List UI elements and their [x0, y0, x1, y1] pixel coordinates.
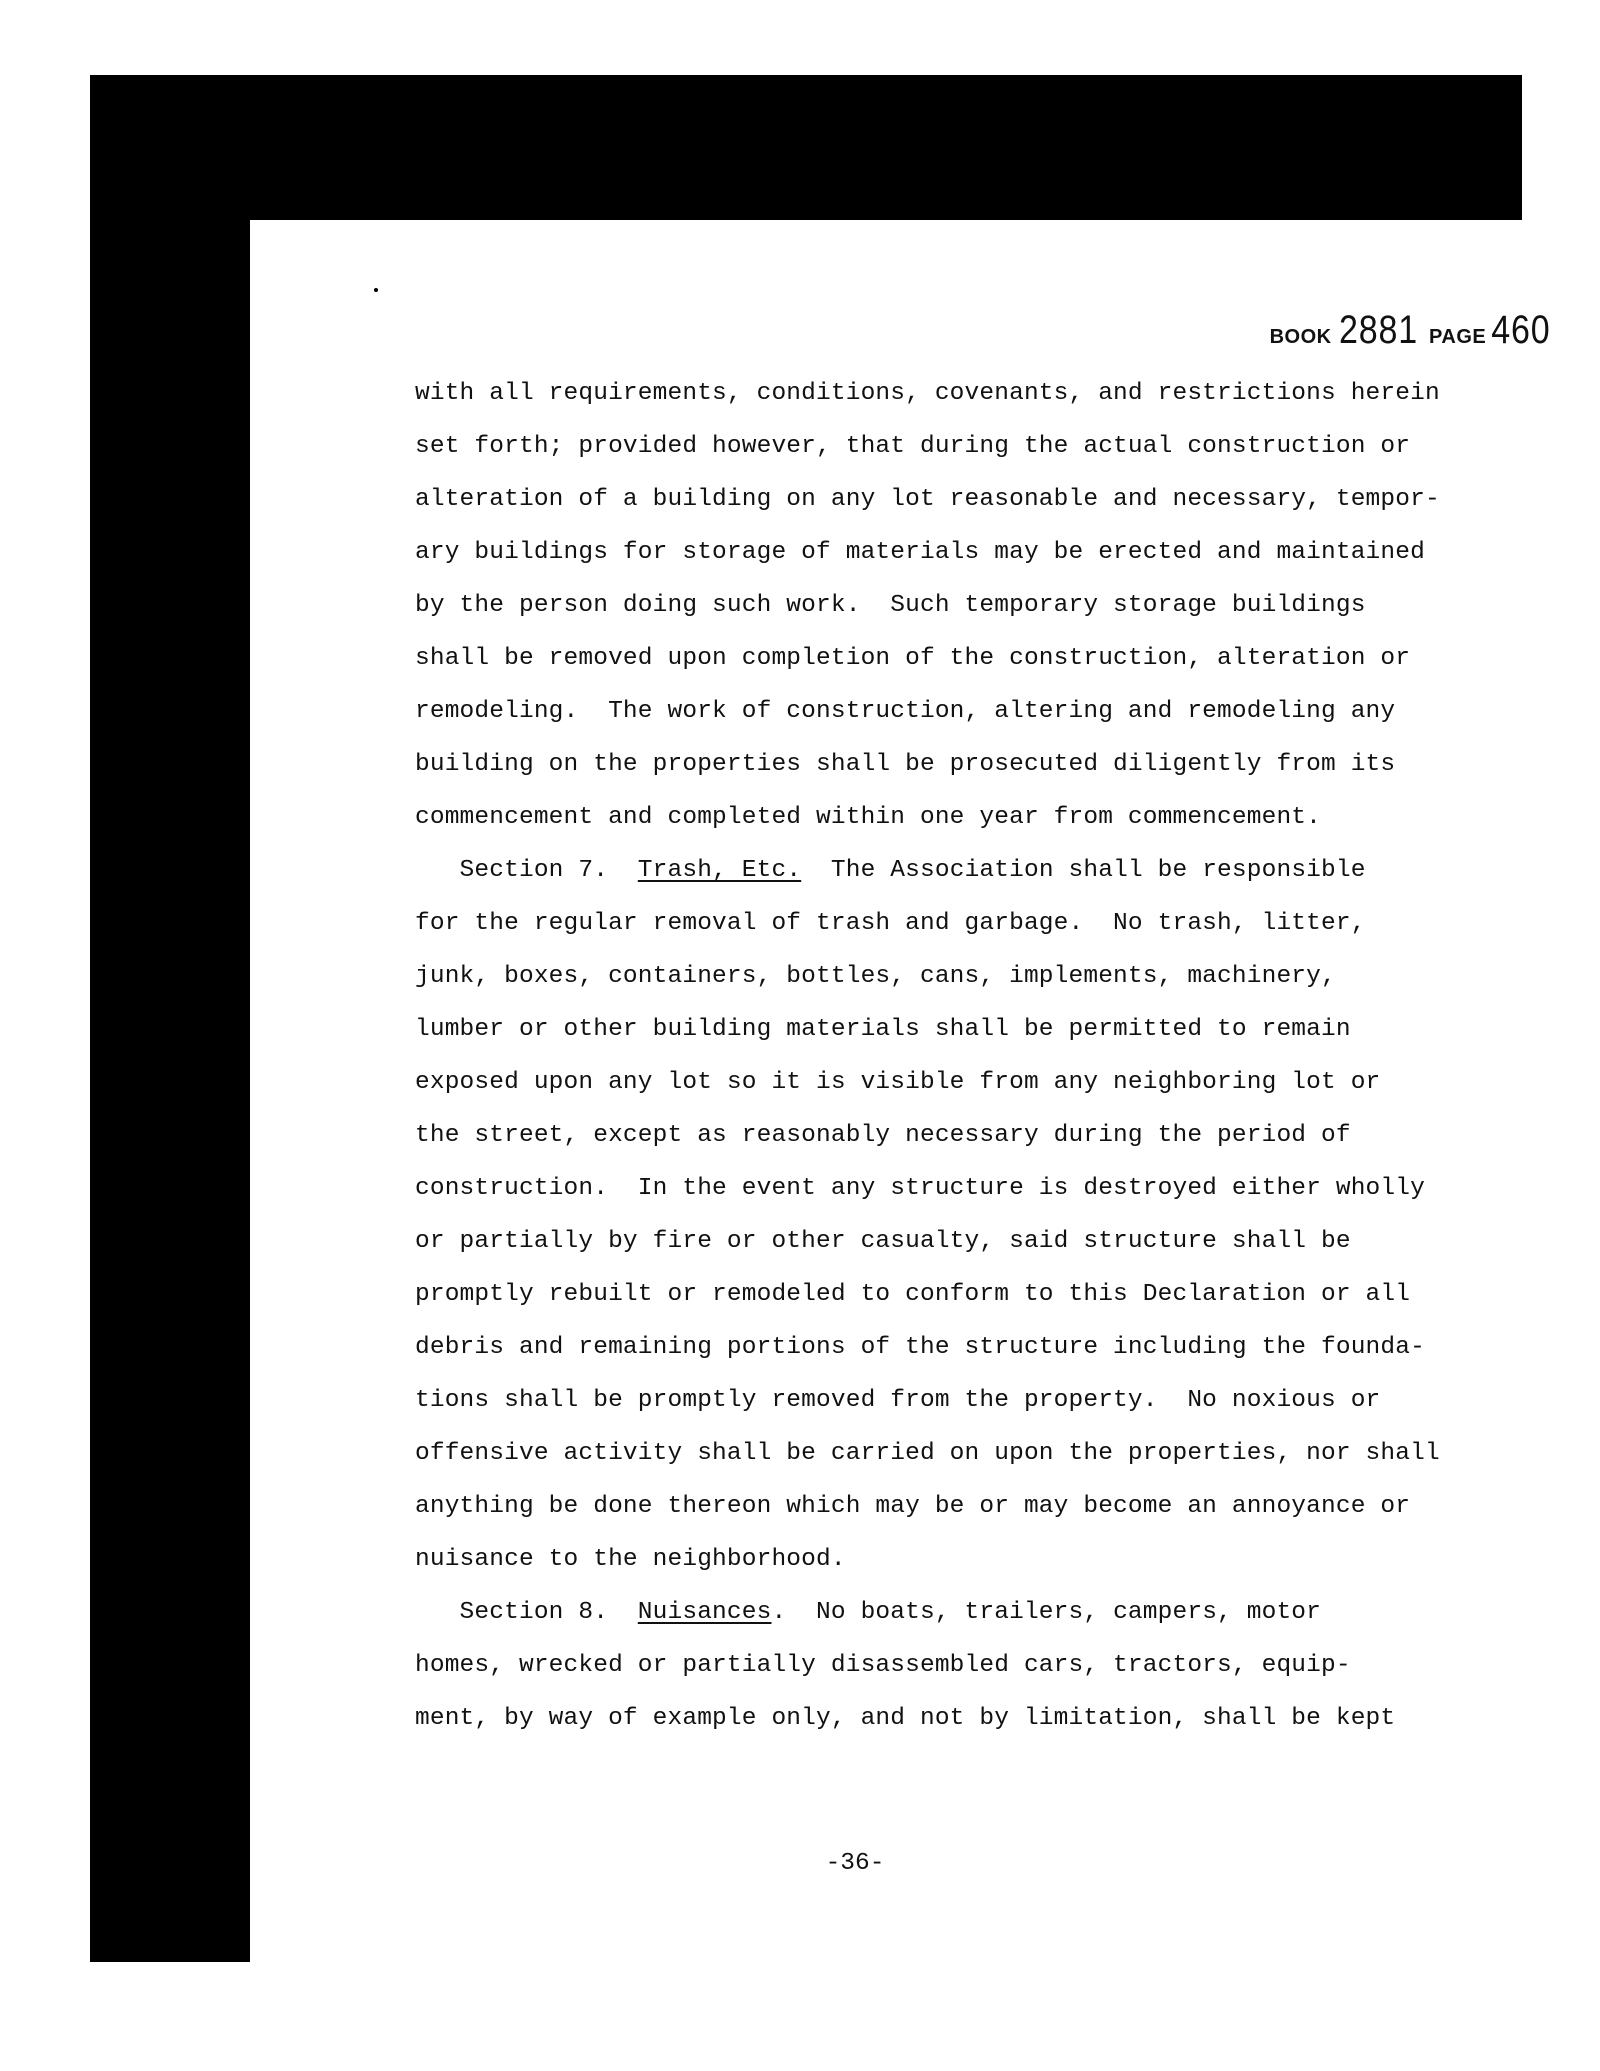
section-8-heading-line	[415, 1586, 1545, 1639]
book-number: 2881	[1338, 308, 1418, 352]
text-line: nuisance to the neighborhood.	[415, 1546, 846, 1573]
scan-speck	[374, 288, 378, 292]
section-7-heading-line	[415, 844, 1545, 897]
section-8-prefix: Section 8.	[415, 1599, 638, 1626]
text-line: with all requirements, conditions, covenants, and restrictions herein	[415, 380, 1440, 407]
page-label: PAGE	[1429, 326, 1487, 348]
page-number-stamp: 460	[1491, 308, 1551, 352]
text-line: tions shall be promptly removed from the property. No noxious or	[415, 1387, 1381, 1414]
text-line: remodeling. The work of construction, altering and remodeling any	[415, 698, 1396, 725]
text-line: commencement and completed within one year from commencement.	[415, 804, 1321, 831]
text-line: ary buildings for storage of materials may be erected and maintained	[415, 539, 1425, 566]
text-line: lumber or other building materials shall be permitted to remain	[415, 1016, 1351, 1043]
scan-border	[90, 75, 1551, 1962]
book-page-stamp	[1270, 310, 1556, 350]
text-line: for the regular removal of trash and garbage. No trash, litter,	[415, 910, 1366, 937]
text-line: the street, except as reasonably necessary during the period of	[415, 1122, 1351, 1149]
text-line: ment, by way of example only, and not by limitation, shall be kept	[415, 1705, 1396, 1732]
text-line: junk, boxes, containers, bottles, cans, implements, machinery,	[415, 963, 1336, 990]
text-line: building on the properties shall be prosecuted diligently from its	[415, 751, 1396, 778]
text-line: anything be done thereon which may be or may become an annoyance or	[415, 1493, 1411, 1520]
text-line: or partially by fire or other casualty, said structure shall be	[415, 1228, 1351, 1255]
text-line: construction. In the event any structure is destroyed either wholly	[415, 1175, 1425, 1202]
document-page	[250, 220, 1590, 1970]
text-line: shall be removed upon completion of the construction, alteration or	[415, 645, 1411, 672]
section-8-title: Nuisances	[637, 1599, 772, 1626]
book-label: BOOK	[1269, 326, 1332, 348]
text-line: promptly rebuilt or remodeled to conform to this Declaration or all	[415, 1281, 1411, 1308]
text-line: by the person doing such work. Such temporary storage buildings	[415, 592, 1366, 619]
section-7-first-line-rest: The Association shall be responsible	[801, 857, 1366, 884]
section-7-title: Trash, Etc.	[637, 857, 802, 884]
section-7-prefix: Section 7.	[415, 857, 638, 884]
text-line: debris and remaining portions of the structure including the founda-	[415, 1334, 1425, 1361]
text-line: offensive activity shall be carried on upon the properties, nor shall	[415, 1440, 1440, 1467]
text-line: exposed upon any lot so it is visible from any neighboring lot or	[415, 1069, 1381, 1096]
text-line: homes, wrecked or partially disassembled cars, tractors, equip-	[415, 1652, 1351, 1679]
section-8-first-line-rest: . No boats, trailers, campers, motor	[771, 1599, 1322, 1626]
document-body	[415, 367, 1545, 1745]
text-line: set forth; provided however, that during the actual construction or	[415, 433, 1411, 460]
text-line: alteration of a building on any lot reasonable and necessary, tempor-	[415, 486, 1440, 513]
page-footer-number: -36-	[825, 1850, 885, 1877]
